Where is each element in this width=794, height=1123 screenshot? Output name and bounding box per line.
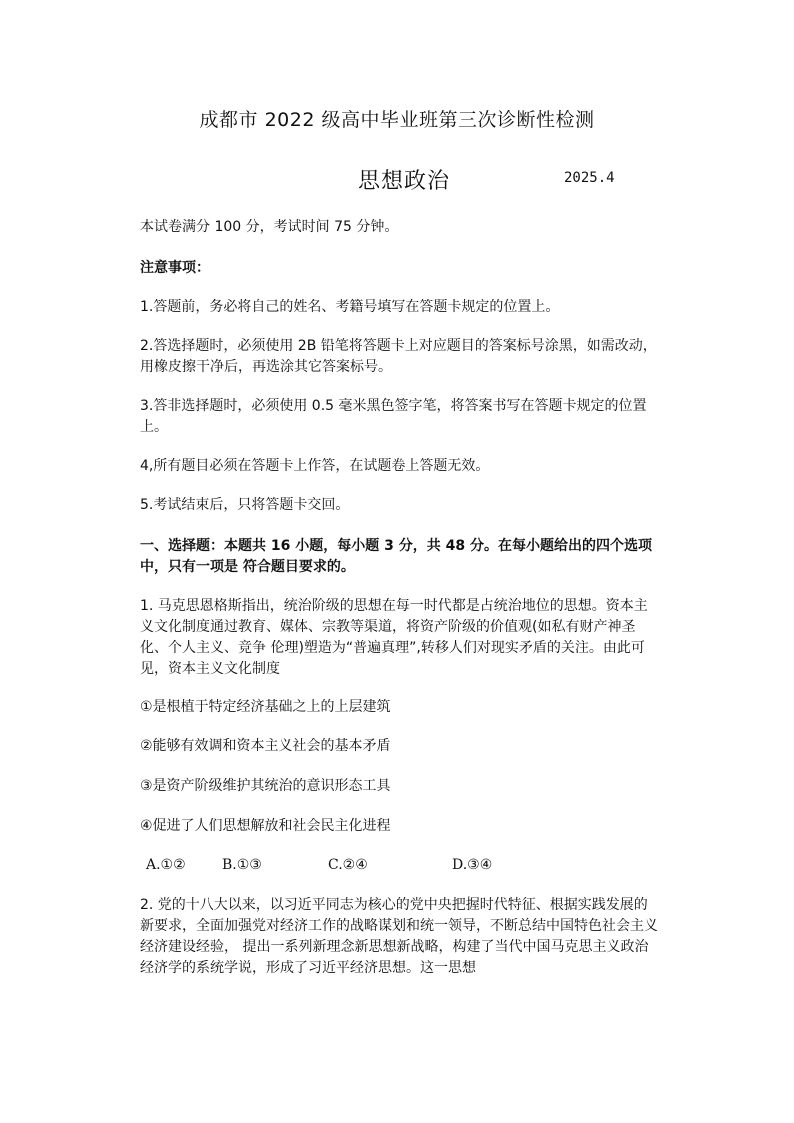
exam-info: 本试卷满分 100 分，考试时间 75 分钟。: [140, 219, 399, 235]
option-c: C.②④: [328, 857, 368, 873]
question-stem: 2. 党的十八大以来，以习近平同志为核心的党中央把握时代特征、根据实践发展的新要求，全面加强党对经济工作的战略谋划和统一领导，不断总结中国特色社会主义经济建设经验， 提出一系列新理念新思想新战略，构建了当代中国马克思主义政治经济学的系统学说，形成了习近平经济思想。这一思想: [140, 897, 658, 976]
exam-date: 2025.4: [564, 170, 615, 186]
notice-item: 2.答选择题时，必须使用 2B 铅笔将答题卡上对应题目的答案标号涂黑，如需改动，用橡皮擦干净后，再选涂其它答案标号。: [140, 338, 657, 375]
question-stem: 1. 马克思恩格斯指出，统治阶级的思想在每一时代都是占统治地位的思想。资本主义文化制度通过教育、媒体、宗教等渠道，将资产阶级的价值观(如私有财产神圣化、个人主义、竞争 伦理)塑造为“普遍真理”,转移人们对现实矛盾的关注。由此可见，资本主义文化制度: [140, 598, 648, 677]
section-heading: 一、选择题：本题共 16 小题，每小题 3 分，共 48 分。在每小题给出的四个选项中，只有一项是 符合题目要求的。: [140, 538, 652, 575]
notice-heading: 注意事项：: [140, 260, 210, 276]
exam-title: 成都市 2022 级高中毕业班第三次诊断性检测: [199, 109, 595, 131]
answer-options: [146, 855, 666, 876]
option-a: A.①②: [146, 857, 186, 873]
statement: ②能够有效调和资本主义社会的基本矛盾: [140, 738, 391, 754]
notice-item: 5.考试结束后，只将答题卡交回。: [140, 497, 350, 513]
notice-item: 1.答题前，务必将自己的姓名、考籍号填写在答题卡规定的位置上。: [140, 299, 560, 315]
subject-title: 思想政治: [358, 169, 451, 194]
notice-item: 4,所有题目必须在答题卡上作答，在试题卷上答题无效。: [140, 458, 490, 474]
statement: ①是根植于特定经济基础之上的上层建筑: [140, 699, 391, 715]
statement: ③是资产阶级维护其统治的意识形态工具: [140, 778, 391, 794]
statement: ④促进了人们思想解放和社会民主化进程: [140, 818, 391, 834]
option-d: D.③④: [452, 857, 493, 873]
option-b: B.①③: [222, 857, 262, 873]
notice-item: 3.答非选择题时，必须使用 0.5 毫米黑色签字笔，将答案书写在答题卡规定的位置上。: [140, 398, 647, 435]
subject-line: [0, 164, 794, 194]
